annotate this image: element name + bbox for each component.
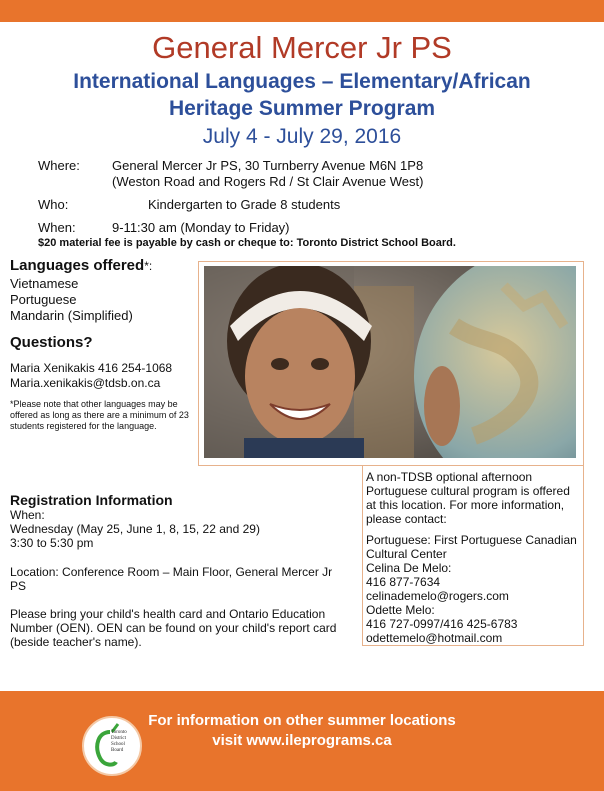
- registration-bring-line: Please bring your child's health card and Ontario Education: [10, 607, 326, 621]
- program-subtitle-line1: International Languages – Elementary/African: [73, 70, 531, 93]
- footer-info-line: For information on other summer locations: [148, 712, 456, 729]
- registration-heading: Registration Information: [10, 492, 173, 508]
- who-value: Kindergarten to Grade 8 students: [148, 197, 341, 212]
- contact-email[interactable]: Maria.xenikakis@tdsb.on.ca: [10, 376, 161, 390]
- program-subtitle-line2: Heritage Summer Program: [168, 97, 436, 120]
- fee-note: $20 material fee is payable by cash or cheque to: Toronto District School Board.: [38, 237, 456, 249]
- language-item: Portuguese: [10, 292, 77, 307]
- who-label: Who:: [38, 197, 69, 212]
- registration-dates: Wednesday (May 25, June 1, 8, 15, 22 and 29): [10, 522, 260, 536]
- child-with-globe-photo: [204, 266, 576, 458]
- program-dates: July 4 - July 29, 2016: [202, 125, 402, 148]
- registration-when-label: When:: [10, 508, 45, 522]
- where-directions: (Weston Road and Rogers Rd / St Clair Avenue West): [112, 174, 424, 189]
- intro-line: A non-TDSB optional afternoon: [366, 470, 533, 484]
- contact-email[interactable]: celinademelo@rogers.com: [366, 589, 509, 603]
- contact-line: 416 727-0997/416 425-6783: [366, 617, 518, 631]
- language-note-line: offered as long as there are a minimum of 23: [10, 410, 189, 420]
- registration-location-line: Location: Conference Room – Main Floor, General Mercer Jr: [10, 565, 333, 579]
- questions-heading: Questions?: [10, 334, 93, 351]
- languages-heading: [10, 257, 152, 275]
- footer-website-link[interactable]: visit www.ileprograms.ca: [212, 732, 392, 749]
- registration-bring-line: (beside teacher's name).: [10, 635, 142, 649]
- logo-text-line: District: [111, 736, 126, 741]
- cultural-program-intro: [366, 470, 570, 526]
- cultural-program-contacts: [366, 533, 577, 645]
- registration-bring-line: Number (OEN). OEN can be found on your child's report card: [10, 621, 337, 635]
- contact-line: Cultural Center: [366, 547, 447, 561]
- contact-line: Odette Melo:: [366, 603, 435, 617]
- language-item: Mandarin (Simplified): [10, 308, 133, 323]
- registration-time: 3:30 to 5:30 pm: [10, 536, 94, 550]
- contact-line: Celina De Melo:: [366, 561, 452, 575]
- languages-asterisk: *:: [144, 259, 153, 273]
- logo-text-line: School: [111, 742, 125, 747]
- when-label: When:: [38, 220, 76, 235]
- where-address: General Mercer Jr PS, 30 Turnberry Avenue M6N 1P8: [112, 158, 424, 173]
- where-label: Where:: [38, 158, 80, 173]
- contact-line: Portuguese: First Portuguese Canadian: [366, 533, 577, 547]
- language-item: Vietnamese: [10, 276, 79, 291]
- contact-line: 416 877-7634: [366, 575, 441, 589]
- page-title: General Mercer Jr PS: [152, 30, 452, 65]
- intro-line: at this location. For more information,: [366, 498, 565, 512]
- contact-email[interactable]: odettemelo@hotmail.com: [366, 631, 503, 645]
- when-value: 9-11:30 am (Monday to Friday): [112, 220, 290, 235]
- intro-line: Portuguese cultural program is offered: [366, 484, 570, 498]
- registration-location-line: PS: [10, 579, 27, 593]
- logo-text-line: Toronto: [111, 730, 127, 735]
- languages-heading-text: Languages offered: [10, 257, 145, 274]
- intro-line: please contact:: [366, 512, 447, 526]
- contact-name-phone: Maria Xenikakis 416 254-1068: [10, 361, 173, 375]
- top-banner: [0, 0, 604, 22]
- language-note-line: students registered for the language.: [10, 421, 157, 431]
- logo-text-line: Board: [111, 748, 124, 753]
- language-note-line: *Please note that other languages may be: [10, 399, 178, 409]
